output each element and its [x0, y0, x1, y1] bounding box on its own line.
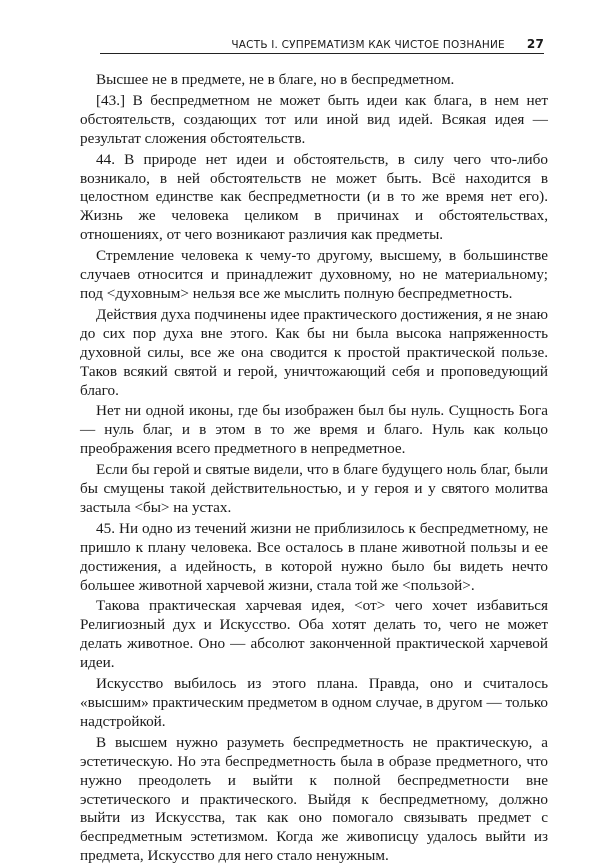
paragraph: 44. В природе нет идеи и обстоятельств, в силу чего что-либо возникало, в ней обстоятельств не может быть. Всё находится в целостном единстве как беспредметности (и в то же время нет его). Жизнь же человека целиком в причинах и обстоятельствах, отношениях, от чего возникают различия как предметы. — [80, 150, 548, 244]
running-title: ЧАСТЬ I. СУПРЕМАТИЗМ КАК ЧИСТОЕ ПОЗНАНИЕ — [231, 39, 505, 51]
paragraph: Искусство выбилось из этого плана. Правда, оно и считалось «высшим» практическим предметом в одном случае, в другом — только надстройкой. — [80, 675, 548, 730]
page-number: 27 — [526, 37, 544, 51]
paragraph: Действия духа подчинены идее практического достижения, я не знаю до сих пор духа вне этого. Как бы ни была высока напряженность духовной силы, все же она сводится к простой практической пользе. Таков всякий святой и герой, уничтожающий себя и проповедующий благо. — [80, 305, 548, 399]
paragraph: Высшее не в предмете, не в благе, но в беспредметном. — [96, 71, 455, 88]
body-text — [80, 71, 548, 868]
paragraph: Если бы герой и святые видели, что в благе будущего ноль благ, были бы смущены такой действительностью, и у героя и у святого молитва застыла <бы> на устах. — [80, 461, 548, 516]
paragraph: 45. Ни одно из течений жизни не приблизилось к беспредметному, не пришло к плану человека. Все осталось в плане животной пользы и ее достижения, а идейность, в которой нужно было бы видеть нечто большее животной харчевой жизни, стала той же <пользой>. — [80, 519, 548, 594]
paragraph: [43.] В беспредметном не может быть идеи как блага, в нем нет обстоятельств, создающих тот или иной вид идей. Всякая идея — результат сложения обстоятельств. — [80, 91, 548, 147]
paragraph: Такова практическая харчевая идея, <от> чего хочет избавиться Религиозный дух и Искусство. Оба хотят делать то, чего не может делать животное. Оно — абсолют законченной практической харчевой идеи. — [80, 597, 548, 672]
paragraph: Нет ни одной иконы, где бы изображен был бы нуль. Сущность Бога — нуль благ, и в этом в то же время и благо. Нуль как кольцо преображения всего предметного в непредметное. — [80, 402, 548, 458]
paragraph: Стремление человека к чему-то другому, высшему, в большинстве случаев относится и принадлежит духовному, но не материальному; под <духовным> нельзя все же мыслить полную беспредметность. — [80, 247, 548, 302]
running-header — [100, 34, 544, 54]
paragraph: В высшем нужно разуметь беспредметность не практическую, а эстетическую. Но эта беспредметность была в образе предметного, что нужно преодолеть и выйти к полной беспредметности вне эстетического и практического. Выйдя к беспредметному, должно выйти из Искусства, так как оно помогало связывать предмет с беспредметным эстетизмом. Когда же живописцу удалось выйти из предмета, Искусство для него стало ненужным. — [80, 733, 548, 865]
